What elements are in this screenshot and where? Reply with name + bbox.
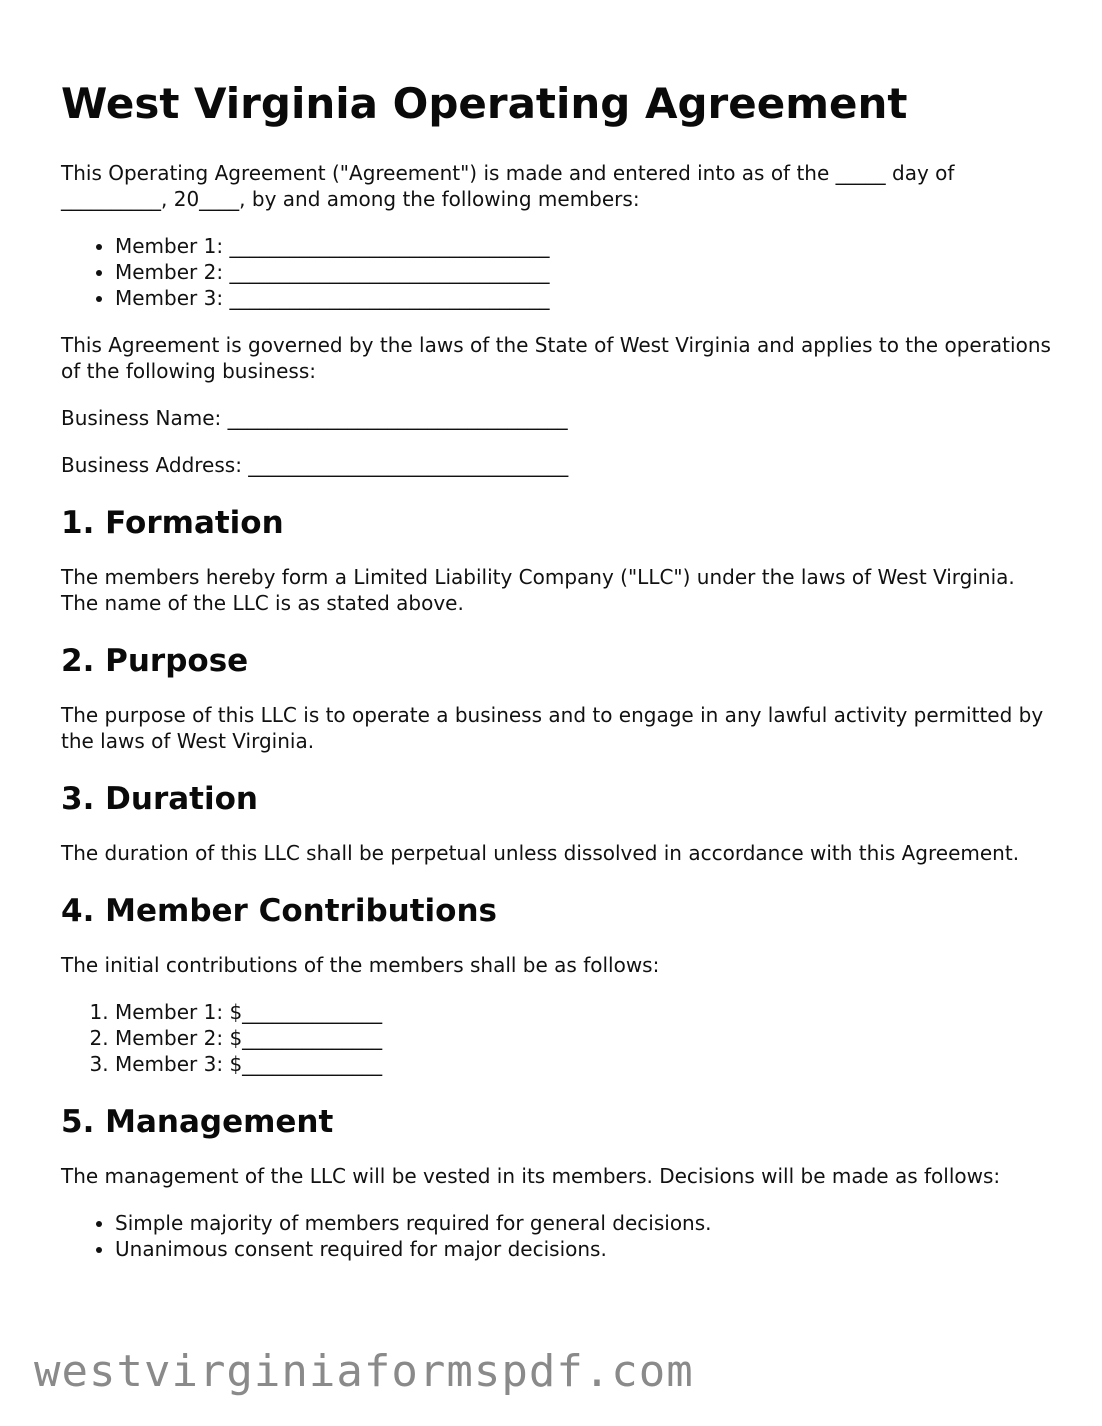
business-name-field: Business Name: __________________________________ [61, 406, 568, 430]
document-title: West Virginia Operating Agreement [61, 79, 908, 128]
list-item: 1. Member 1: $______________ [115, 999, 1051, 1025]
list-item: 3. Member 3: $______________ [115, 1051, 1051, 1077]
section-heading-purpose: 2. Purpose [61, 643, 249, 679]
section-text-management: The management of the LLC will be vested in its members. Decisions will be made as follows: [61, 1164, 1001, 1188]
members-list [61, 233, 1051, 311]
list-item: 2. Member 2: $______________ [115, 1025, 1051, 1051]
management-list [61, 1210, 1051, 1262]
list-item: • Simple majority of members required for general decisions. [115, 1210, 1051, 1236]
section-text-formation: The members hereby form a Limited Liability Company ("LLC") under the laws of West Virginia. The name of the LLC is as stated above. [61, 565, 1015, 615]
contributions-list [61, 999, 1051, 1077]
governing-paragraph: This Agreement is governed by the laws of the State of West Virginia and applies to the operations of the following business: [61, 333, 1051, 383]
list-item: • Member 3: ________________________________ [115, 285, 1051, 311]
section-heading-formation: 1. Formation [61, 505, 284, 541]
list-item: • Member 2: ________________________________ [115, 259, 1051, 285]
section-heading-contributions: 4. Member Contributions [61, 893, 497, 929]
section-text-duration: The duration of this LLC shall be perpetual unless dissolved in accordance with this Agreement. [61, 841, 1020, 865]
business-address-field: Business Address: ________________________________ [61, 453, 569, 477]
list-item: • Unanimous consent required for major decisions. [115, 1236, 1051, 1262]
list-item: • Member 1: ________________________________ [115, 233, 1051, 259]
document-page [61, 78, 1051, 1283]
watermark: westvirginiaformspdf.com [34, 1346, 694, 1397]
section-text-purpose: The purpose of this LLC is to operate a business and to engage in any lawful activity permitted by the laws of West Virginia. [61, 703, 1044, 753]
section-heading-management: 5. Management [61, 1104, 334, 1140]
section-heading-duration: 3. Duration [61, 781, 258, 817]
intro-paragraph: This Operating Agreement ("Agreement") is made and entered into as of the _____ day of __________, 20____, by and among the following members: [61, 161, 955, 211]
section-text-contributions: The initial contributions of the members shall be as follows: [61, 953, 660, 977]
